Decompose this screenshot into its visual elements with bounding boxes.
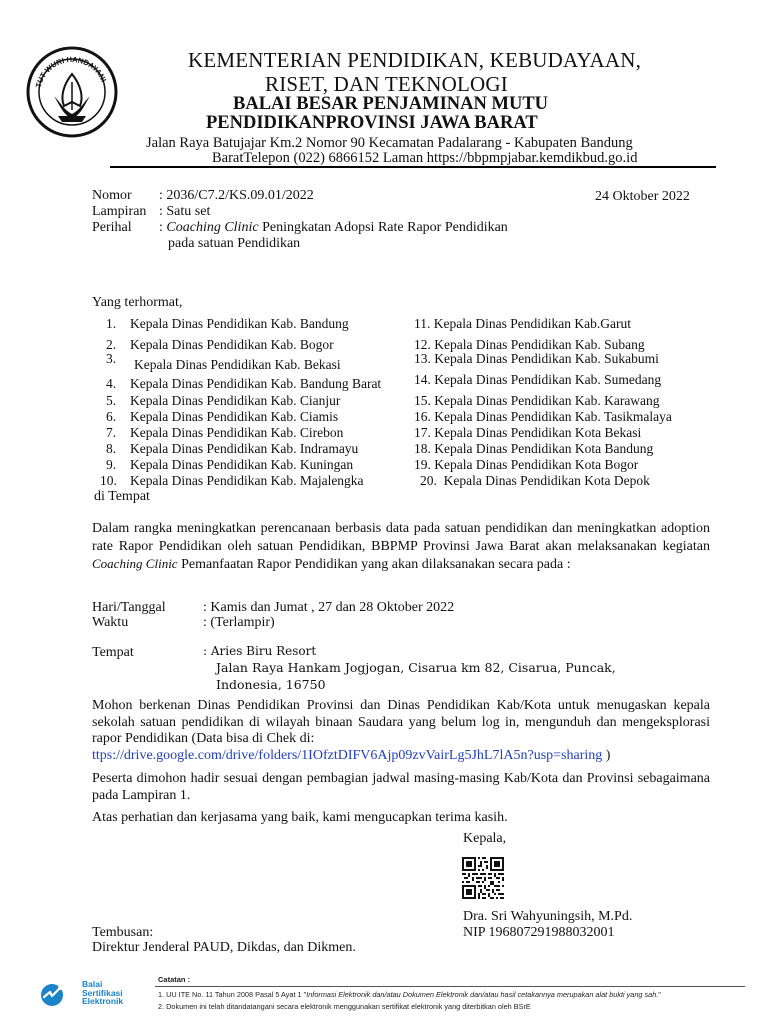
list-num: 4. <box>106 376 117 391</box>
list-item <box>130 457 353 473</box>
list-item <box>414 425 641 441</box>
list-num: 9. <box>106 457 117 472</box>
letterhead-line2: RISET, DAN TEKNOLOGI <box>265 72 508 96</box>
list-num: 17. <box>414 425 431 440</box>
logo <box>24 44 120 140</box>
list-text: Kepala Dinas Pendidikan Kab. Bekasi <box>134 357 341 372</box>
letterhead-line4: PENDIDIKANPROVINSI JAWA BARAT <box>206 113 538 133</box>
drive-link[interactable]: ttps://drive.google.com/drive/folders/1IOfztDIFV6Ajp09zvVairLg5JhL7lA5n?usp=sharing <box>92 748 603 763</box>
list-num: 8. <box>106 441 117 456</box>
list-text: Kepala Dinas Pendidikan Kab. Bandung Barat <box>130 376 382 391</box>
list-text: Kepala Dinas Pendidikan Kab. Majalengka <box>130 473 364 488</box>
list-item <box>134 357 341 373</box>
list-item <box>106 409 116 425</box>
lampiran-label: Lampiran <box>92 204 147 219</box>
list-text: Kepala Dinas Pendidikan Kab. Tasikmalaya <box>434 409 672 424</box>
letterhead-line1: KEMENTERIAN PENDIDIKAN, KEBUDAYAAN, <box>188 48 642 72</box>
list-text: Kepala Dinas Pendidikan Kab. Cirebon <box>130 425 344 440</box>
hari-label: Hari/Tanggal <box>92 600 166 615</box>
list-num: 18. <box>414 441 431 456</box>
list-item <box>414 409 672 425</box>
tut-wuri-handayani-logo <box>24 44 120 140</box>
nomor-label: Nomor <box>92 188 132 203</box>
perihal-label: Perihal <box>92 220 132 235</box>
bsre-logo <box>38 978 78 1012</box>
list-item <box>106 425 116 441</box>
salutation: Yang terhormat, <box>92 295 183 310</box>
link-close-paren: ) <box>605 748 611 763</box>
tempat-value: : Aries Biru Resort <box>203 644 317 658</box>
cc-label: Tembusan: <box>92 925 154 940</box>
list-text: Kepala Dinas Pendidikan Kab. Karawang <box>434 393 660 408</box>
list-text: Kepala Dinas Pendidikan Kab. Sumedang <box>434 372 662 387</box>
bsre-logo-icon <box>38 978 78 1012</box>
body-paragraph-4: Atas perhatian dan kerjasama yang baik, kami mengucapkan terima kasih. <box>92 810 508 825</box>
waktu-value: : (Terlampir) <box>203 615 275 630</box>
qr-code-icon <box>462 857 504 899</box>
list-item <box>130 376 381 392</box>
perihal-colon: : <box>159 220 163 235</box>
nomor-value: : 2036/C7.2/KS.09.01/2022 <box>159 188 314 203</box>
list-item <box>130 441 358 457</box>
bsre-line1: Balai <box>82 979 103 989</box>
note1-a: 1. UU ITE No. 11 Tahun 2008 Pasal 5 Ayat 1 " <box>158 990 307 999</box>
bsre-line3: Elektronik <box>82 996 124 1006</box>
cc-item: Direktur Jenderal PAUD, Dikdas, dan Dikmen. <box>92 940 356 955</box>
svg-text:TUT WURI HANDAYANI: TUT WURI HANDAYANI <box>33 54 109 89</box>
list-num: 6. <box>106 409 117 424</box>
list-num: 11. <box>414 316 431 331</box>
list-num: 3. <box>106 351 117 366</box>
list-num: 16. <box>414 409 431 424</box>
qr-code <box>462 857 504 899</box>
list-text: Kepala Dinas Pendidikan Kota Bekasi <box>434 425 642 440</box>
bsre-label <box>82 980 123 1006</box>
list-item <box>106 441 116 457</box>
perihal-value <box>159 219 508 236</box>
para1-text-b: Pemanfaatan Rapor Pendidikan yang akan dilaksanakan secara pada : <box>181 557 571 572</box>
list-item <box>414 372 661 388</box>
letter-date: 24 Oktober 2022 <box>595 189 690 204</box>
footer-note-2: 2. Dokumen ini telah ditandatangani secara elektronik menggunakan sertifikat elektronik yang diterbitkan oleh BSrE <box>158 1002 531 1011</box>
list-item <box>106 393 116 409</box>
para2-text: Mohon berkenan Dinas Pendidikan Provinsi dan Dinas Pendidikan Kab/Kota untuk menugaskan kepala sekolah satuan pendidikan di wilayah binaan Saudara yang belum log in, mengunduh dan mengeksplorasi rapor Pendidikan (Data bisa di Chek di: <box>92 698 710 746</box>
note1-b: Informasi Elektronik dan/atau Dokumen Elektronik dan/atau hasil cetakannya merupakan alat bukti yang sah. <box>306 990 659 999</box>
perihal-italic: Coaching Clinic <box>166 220 259 235</box>
list-text: Kepala Dinas Pendidikan Kota Bogor <box>434 457 639 472</box>
list-item <box>414 351 659 367</box>
di-tempat: di Tempat <box>94 489 150 504</box>
tempat-line2: Jalan Raya Hankam Jogjogan, Cisarua km 82, Cisarua, Puncak, <box>216 660 616 675</box>
list-text: Kepala Dinas Pendidikan Kab. Kuningan <box>130 457 354 472</box>
letterhead-address2: BaratTelepon (022) 6866152 Laman https://bbpmpjabar.kemdikbud.go.id <box>212 150 638 166</box>
list-num: 2. <box>106 337 117 352</box>
para1-italic: Coaching Clinic <box>92 556 178 571</box>
letterhead-line3: BALAI BESAR PENJAMINAN MUTU <box>233 94 549 114</box>
list-item <box>130 409 338 425</box>
list-item <box>106 376 116 392</box>
list-num: 10. <box>100 473 117 488</box>
list-item <box>130 337 334 353</box>
list-item <box>414 393 660 409</box>
list-text: Kepala Dinas Pendidikan Kota Depok <box>443 473 650 488</box>
list-num: 14. <box>414 372 431 387</box>
list-num: 19. <box>414 457 431 472</box>
bsre-line2: Sertifikasi <box>82 987 123 998</box>
para1-text-a: Dalam rangka meningkatkan perencanaan berbasis data pada satuan pendidikan dan meningkatkan adoption rate Rapor Pendidikan oleh satuan Pendidikan, BBPMP Provinsi Jawa Barat akan melaksanakan kegiatan <box>92 521 710 554</box>
list-text: Kepala Dinas Pendidikan Kab. Indramayu <box>130 441 359 456</box>
footer-divider <box>155 986 745 987</box>
body-paragraph-1 <box>92 520 710 574</box>
list-text: Kepala Dinas Pendidikan Kab. Subang <box>434 337 645 352</box>
list-text: Kepala Dinas Pendidikan Kab. Bandung <box>130 316 349 331</box>
list-item <box>130 393 340 409</box>
list-item <box>106 457 116 473</box>
list-item <box>130 425 343 441</box>
list-item <box>106 351 116 367</box>
list-text: Kepala Dinas Pendidikan Kab. Cianjur <box>130 393 341 408</box>
list-num: 15. <box>414 393 431 408</box>
signatory-name: Dra. Sri Wahyuningsih, M.Pd. <box>463 909 633 924</box>
list-item <box>420 473 650 489</box>
list-item <box>414 316 631 332</box>
drive-link-line <box>92 747 610 764</box>
catatan-label: Catatan : <box>158 975 191 984</box>
para3-text: Peserta dimohon hadir sesuai dengan pembagian jadwal masing-masing Kab/Kota dan Provinsi sebagaimana pada Lampiran 1. <box>92 771 710 803</box>
list-text: Kepala Dinas Pendidikan Kab. Sukabumi <box>434 351 659 366</box>
list-text: Kepala Dinas Pendidikan Kab. Bogor <box>130 337 334 352</box>
body-paragraph-3 <box>92 771 710 804</box>
list-item <box>130 316 349 332</box>
hari-value: : Kamis dan Jumat , 27 dan 28 Oktober 2022 <box>203 600 455 615</box>
list-num: 7. <box>106 425 117 440</box>
body-paragraph-2 <box>92 698 710 748</box>
list-item <box>106 316 116 332</box>
list-item <box>100 473 117 489</box>
list-item <box>414 457 638 473</box>
list-num: 13. <box>414 351 431 366</box>
tempat-label: Tempat <box>92 645 134 660</box>
list-num: 20. <box>420 473 437 488</box>
list-item <box>130 473 364 489</box>
tempat-line3: Indonesia, 16750 <box>216 677 326 692</box>
list-num: 5. <box>106 393 117 408</box>
perihal-line2: pada satuan Pendidikan <box>168 236 301 251</box>
list-text: Kepala Dinas Pendidikan Kab.Garut <box>433 316 631 331</box>
note1-c: " <box>658 990 661 999</box>
footer-note-1 <box>158 990 661 999</box>
list-text: Kepala Dinas Pendidikan Kota Bandung <box>434 441 654 456</box>
letterhead-divider <box>110 166 716 168</box>
perihal-rest: Peningkatan Adopsi Rate Rapor Pendidikan <box>262 220 508 235</box>
list-text: Kepala Dinas Pendidikan Kab. Ciamis <box>130 409 339 424</box>
list-num: 1. <box>106 316 117 331</box>
list-num: 12. <box>414 337 431 352</box>
signature-title: Kepala, <box>463 831 507 846</box>
waktu-label: Waktu <box>92 615 129 630</box>
signatory-nip: NIP 196807291988032001 <box>463 925 615 940</box>
lampiran-value: : Satu set <box>159 204 211 219</box>
list-item <box>414 441 653 457</box>
letterhead-address1: Jalan Raya Batujajar Km.2 Nomor 90 Kecamatan Padalarang - Kabupaten Bandung <box>146 135 633 151</box>
